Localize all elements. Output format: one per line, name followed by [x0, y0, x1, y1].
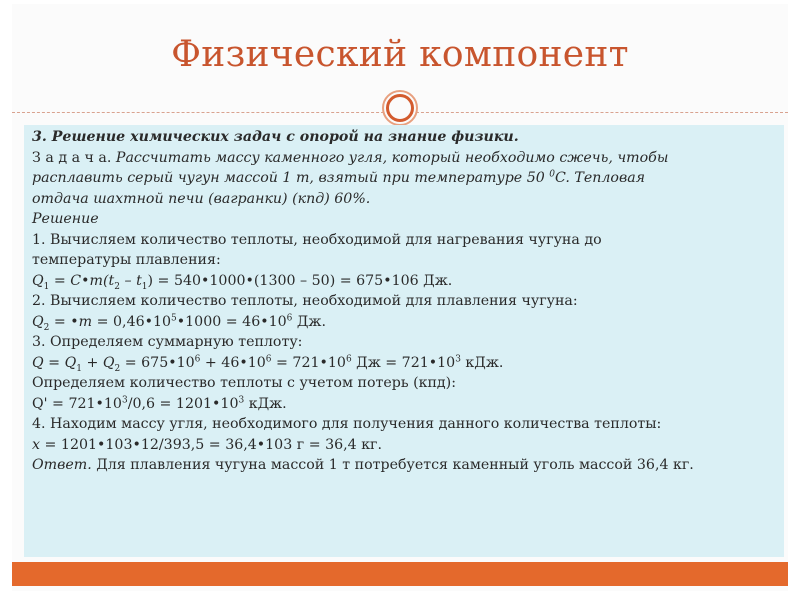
sub: 2 [114, 281, 120, 292]
step2-line: 2. Вычисляем количество теплоты, необходимой для плавления чугуна: [32, 293, 578, 309]
qsum-d: Дж = 721•10 [351, 354, 456, 371]
sup: 3 [238, 394, 245, 405]
plus: + [81, 354, 103, 371]
answer-label: Ответ. [32, 457, 92, 473]
sup: 5 [171, 312, 177, 323]
section-heading: 3. Решение химических задач с опорой на знание физики. [32, 129, 519, 145]
q1-rest: ) = 540•1000•(1300 – 50) = 675•106 Дж. [147, 272, 453, 289]
x-symbol: x [32, 436, 41, 453]
minus: – t [119, 272, 142, 289]
formula-qsum [32, 353, 782, 374]
task-label: З а д а ч а. [32, 149, 112, 166]
step3-line: 3. Определяем суммарную теплоту: [32, 334, 303, 350]
sup: 6 [345, 353, 352, 364]
qsum-a: = 675•10 [120, 354, 195, 371]
step1-line-b: температуры плавления: [32, 252, 221, 268]
slide-title: Физический компонент [171, 34, 629, 75]
m-symbol: m [78, 313, 93, 330]
task-line-1 [32, 148, 782, 169]
sub: 1 [141, 281, 148, 292]
x-rest: = 1201•103•12/393,5 = 36,4•103 г = 36,4 кг. [40, 436, 382, 453]
slide-content [32, 127, 782, 476]
formula-x [32, 435, 782, 456]
qprime-b: /0,6 = 1201•10 [127, 395, 239, 412]
decorative-ring-icon [386, 94, 414, 122]
step4-line: 4. Находим массу угля, необходимого для получения данного количества теплоты: [32, 416, 662, 432]
answer-line [32, 455, 782, 476]
q2-b: = 0,46•10 [92, 313, 172, 330]
formula-q2 [32, 312, 782, 333]
step1-line-a: 1. Вычисляем количество теплоты, необходимой для нагревания чугуна до [32, 231, 602, 248]
sub: 1 [76, 363, 82, 374]
formula-q1 [32, 271, 782, 292]
qprime-a: Q' = 721•10 [32, 395, 122, 412]
formula-qprime [32, 394, 782, 415]
task-line-3: отдача шахтной печи (вагранки) (кпд) 60%. [32, 190, 371, 207]
solution-label: Решение [32, 211, 99, 227]
sub: 1 [43, 281, 50, 292]
q2-d: Дж. [292, 313, 326, 330]
task-text-2b: C. Тепловая [555, 170, 646, 186]
task-line-2 [32, 168, 782, 189]
q-symbol: Q [64, 354, 77, 371]
degree-superscript: 0 [549, 169, 556, 180]
sup: 3 [121, 394, 128, 405]
task-text-2: расплавить серый чугун массой 1 т, взятый при температуре 50 [32, 170, 550, 186]
q2-c: •1000 = 46•10 [176, 313, 287, 330]
step3-line-b: Определяем количество теплоты с учетом потерь (кпд): [32, 375, 456, 391]
qsum-e: кДж. [460, 354, 504, 371]
q-symbol: Q [32, 354, 44, 371]
qprime-c: кДж. [244, 395, 287, 412]
sup: 3 [455, 353, 461, 364]
qsum-c: = 721•10 [271, 354, 346, 371]
sup: 6 [194, 353, 201, 364]
eq: = [49, 272, 71, 289]
sup: 6 [286, 312, 293, 323]
c-symbol: C [70, 272, 82, 289]
bottom-accent-bar [12, 562, 788, 586]
q-symbol: Q [32, 272, 44, 289]
eq: = [43, 354, 65, 371]
q-symbol: Q [32, 313, 44, 330]
q2-a: = • [49, 313, 79, 330]
sup: 6 [265, 353, 272, 364]
sub: 2 [114, 363, 121, 374]
m-symbol: •m(t [81, 272, 115, 289]
q-symbol: Q [102, 354, 115, 371]
sub: 2 [43, 322, 50, 333]
qsum-b: + 46•10 [200, 354, 266, 371]
answer-text: Для плавления чугуна массой 1 т потребуется каменный уголь массой 36,4 кг. [91, 457, 694, 473]
task-text: Рассчитать массу каменного угля, который необходимо сжечь, чтобы [111, 149, 669, 166]
